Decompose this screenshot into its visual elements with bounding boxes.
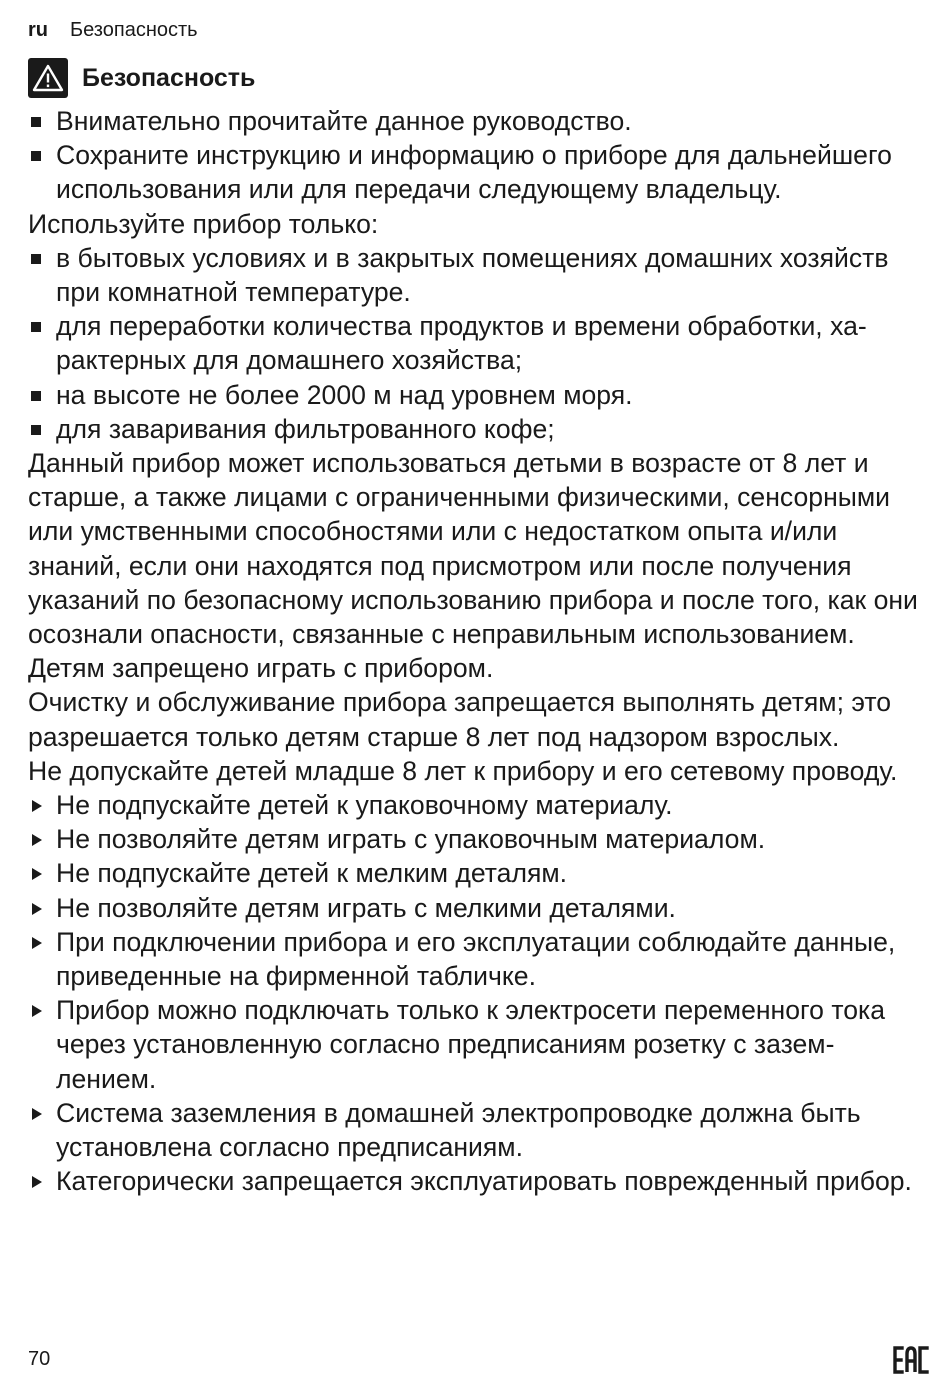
list-item: Не позволяйте детям играть с мелкими деталями. — [28, 891, 920, 925]
intro-list — [28, 104, 920, 207]
list-item: Прибор можно подключать только к электросети переменного тока через установленную согласно предписаниям розетку с заземлением. — [28, 993, 920, 1096]
cleaning-paragraph: Очистку и обслуживание прибора запрещается выполнять детям; это разрешается только детям старше 8 лет под надзором взрослых. — [28, 687, 891, 752]
list-item: Категорически запрещается эксплуатировать поврежденный прибор. — [28, 1164, 920, 1198]
page-header — [28, 17, 198, 43]
language-code: ru — [28, 19, 48, 41]
square-bullet-icon — [31, 425, 41, 435]
square-bullet-icon — [31, 391, 41, 401]
usage-list — [28, 241, 920, 446]
list-item: При подключении прибора и его эксплуатации соблюдайте данные, приведенные на фирменной табличке. — [28, 925, 920, 993]
header-section: Безопасность — [70, 19, 198, 41]
square-bullet-icon — [31, 151, 41, 161]
arrow-bullet-icon — [32, 868, 42, 880]
arrow-bullet-icon — [32, 834, 42, 846]
list-item: Система заземления в домашней электропроводке должна быть установлена согласно предписаниям. — [28, 1096, 920, 1164]
list-item: Не подпускайте детей к мелким деталям. — [28, 856, 920, 890]
warning-triangle-icon — [28, 58, 68, 98]
children-paragraph: Данный прибор может использоваться детьми в возрасте от 8 лет и старше, а также лицами с ограниченными физическими, сенсорными или умственными способностями или с недостатком опыта и/или знаний, если они находятся под присмотром или после получения указаний по безопасному использованию прибора и после того, как они осознали опасности, связанные с неправильным использованием. — [28, 448, 918, 650]
list-item: для заваривания фильтрованного кофе; — [28, 412, 920, 446]
list-item: на высоте не более 2000 м над уровнем моря. — [28, 378, 920, 412]
keep-away-paragraph: Не допускайте детей младше 8 лет к прибору и его сетевому проводу. — [28, 755, 898, 786]
list-item: Не подпускайте детей к упаковочному материалу. — [28, 788, 920, 822]
list-item: в бытовых условиях и в закрытых помещениях домашних хозяйств при комнатной температуре. — [28, 241, 920, 309]
arrow-bullet-icon — [32, 1176, 42, 1188]
list-item: Не позволяйте детям играть с упаковочным материалом. — [28, 822, 920, 856]
square-bullet-icon — [31, 254, 41, 264]
list-item: для переработки количества продуктов и времени обработки, характерных для домашнего хозяйства; — [28, 309, 920, 377]
eac-mark-icon — [893, 1345, 929, 1375]
action-list — [28, 788, 920, 1198]
safety-content — [28, 104, 920, 1199]
square-bullet-icon — [31, 322, 41, 332]
arrow-bullet-icon — [32, 1108, 42, 1120]
list-item: Сохраните инструкцию и информацию о приборе для дальнейшего использования или для передачи следующему владельцу. — [28, 138, 920, 206]
arrow-bullet-icon — [32, 937, 42, 949]
section-heading — [28, 58, 255, 98]
list-item: Внимательно прочитайте данное руководство. — [28, 104, 920, 138]
no-play-paragraph: Детям запрещено играть с прибором. — [28, 653, 494, 684]
page-number: 70 — [28, 1348, 51, 1370]
arrow-bullet-icon — [32, 903, 42, 915]
section-title: Безопасность — [82, 63, 256, 92]
arrow-bullet-icon — [32, 800, 42, 812]
usage-intro: Используйте прибор только: — [28, 208, 379, 239]
arrow-bullet-icon — [32, 1005, 42, 1017]
square-bullet-icon — [31, 117, 41, 127]
